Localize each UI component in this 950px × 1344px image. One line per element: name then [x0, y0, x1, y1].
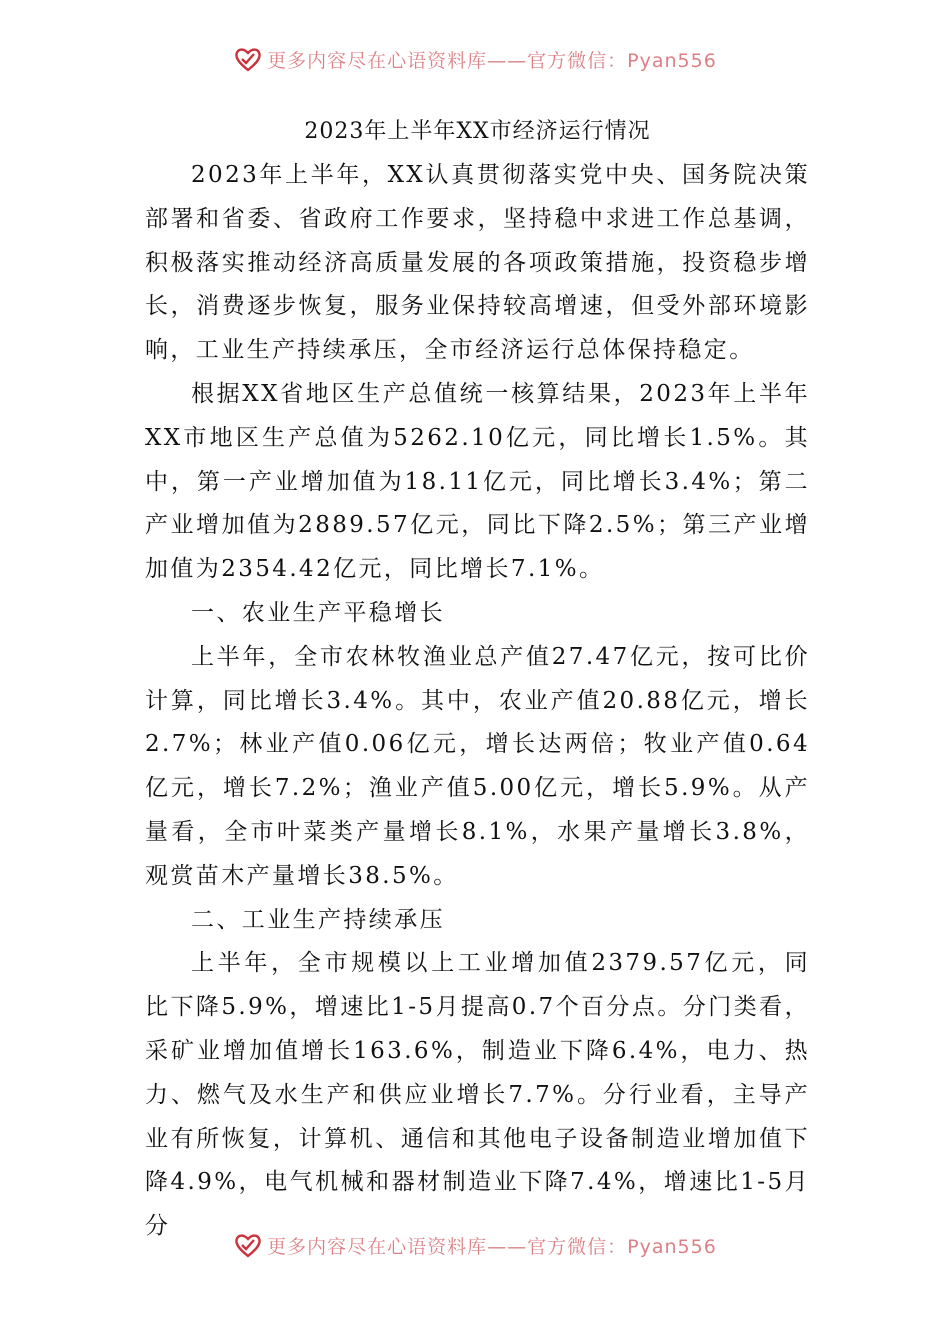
watermark-text: 更多内容尽在心语资料库——官方微信：Pyan556 [267, 49, 717, 72]
document-body [145, 110, 810, 1249]
section-paragraph-agriculture: 上半年，全市农林牧渔业总产值27.47亿元，按可比价计算，同比增长3.4%。其中，农业产值20.88亿元，增长2.7%；林业产值0.06亿元，增长达两倍；牧业产值0.64亿元，增长7.2%；渔业产值5.00亿元，增长5.9%。从产量看，全市叶菜类产量增长8.1%，水果产量增长3.8%，观赏苗木产量增长38.5%。 [145, 643, 810, 889]
watermark-text: 更多内容尽在心语资料库——官方微信：Pyan556 [267, 1235, 717, 1258]
heart-logo-icon [233, 1232, 263, 1258]
section-paragraph-industry: 上半年，全市规模以上工业增加值2379.57亿元，同比下降5.9%，增速比1-5月提高0.7个百分点。分门类看，采矿业增加值增长163.6%，制造业下降6.4%，电力、热力、燃气及水生产和供应业增长7.7%。分行业看，主导产业有所恢复，计算机、通信和其他电子设备制造业增加值下降4.9%，电气机械和器材制造业下降7.4%，增速比1-5月分 [145, 950, 810, 1240]
intro-paragraph: 2023年上半年，XX认真贯彻落实党中央、国务院决策部署和省委、省政府工作要求，坚持稳中求进工作总基调，积极落实推动经济高质量发展的各项政策措施，投资稳步增长，消费逐步恢复，服务业保持较高增速，但受外部环境影响，工业生产持续承压，全市经济运行总体保持稳定。 [145, 162, 810, 364]
section-heading-agriculture: 一、农业生产平稳增长 [191, 599, 445, 626]
page-title: 2023年上半年XX市经济运行情况 [304, 119, 651, 144]
watermark-header [0, 42, 950, 76]
gdp-paragraph: 根据XX省地区生产总值统一核算结果，2023年上半年XX市地区生产总值为5262.10亿元，同比增长1.5%。其中，第一产业增加值为18.11亿元，同比增长3.4%；第二产业增加值为2889.57亿元，同比下降2.5%；第三产业增加值为2354.42亿元，同比增长7.1%。 [145, 380, 810, 583]
heart-logo-icon [233, 46, 263, 72]
watermark-footer [0, 1228, 950, 1262]
section-heading-industry: 二、工业生产持续承压 [191, 906, 445, 933]
